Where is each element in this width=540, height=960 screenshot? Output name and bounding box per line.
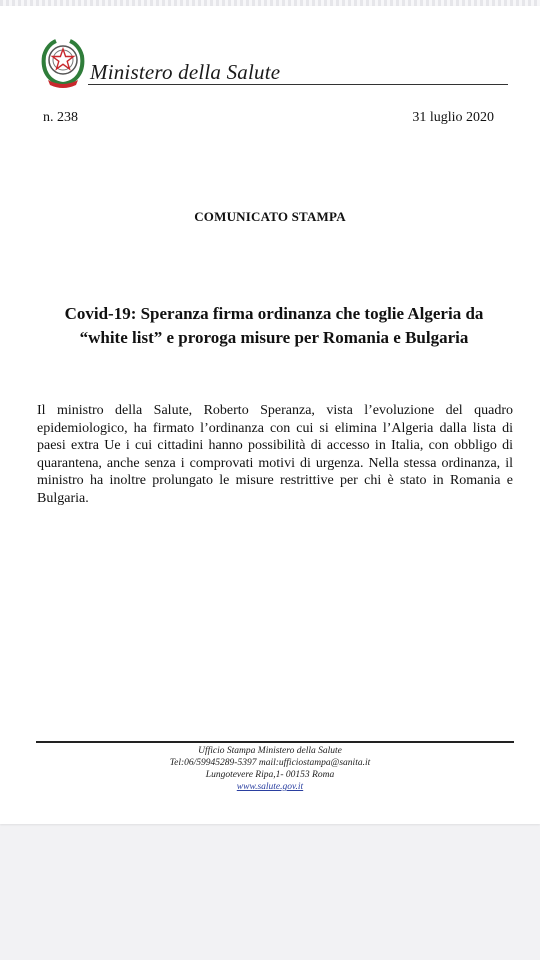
document-date: 31 luglio 2020 (412, 110, 494, 125)
footer-office: Ufficio Stampa Ministero della Salute (198, 746, 342, 756)
headline-line-1: Covid-19: Speranza firma ordinanza che toglie Algeria da (64, 304, 484, 323)
footer (0, 745, 540, 793)
footer-contacts: Tel:06/59945289-5397 mail:ufficiostampa@sanita.it (169, 758, 371, 768)
body-paragraph: Il ministro della Salute, Roberto Speranza, vista l’evoluzione del quadro epidemiologico, ha firmato l’ordinanza con cui si elimina l’Algeria dalla lista di paesi extra Ue i cui cittadini hanno possibilità di accesso in Italia, con obbligo di quarantena, anche senza i comprovati motivi di urgenza. Nella stessa ordinanza, il ministro ha inoltre prolungato le misure restrittive per chi è stato in Romania e Bulgaria. (37, 403, 513, 506)
document-type: COMUNICATO STAMPA (194, 209, 346, 224)
website-link[interactable]: www.salute.gov.it (236, 782, 304, 792)
italian-republic-emblem-icon (40, 36, 86, 88)
footer-address: Lungotevere Ripa,1- 00153 Roma (205, 770, 335, 780)
ministry-name: Ministero della Salute (90, 60, 281, 84)
document-number: n. 238 (43, 110, 78, 125)
headline (40, 302, 508, 350)
header-rule (88, 84, 508, 85)
headline-line-2: “white list” e proroga misure per Romania e Bulgaria (79, 328, 469, 347)
document-page (0, 6, 540, 824)
footer-rule (36, 741, 514, 743)
